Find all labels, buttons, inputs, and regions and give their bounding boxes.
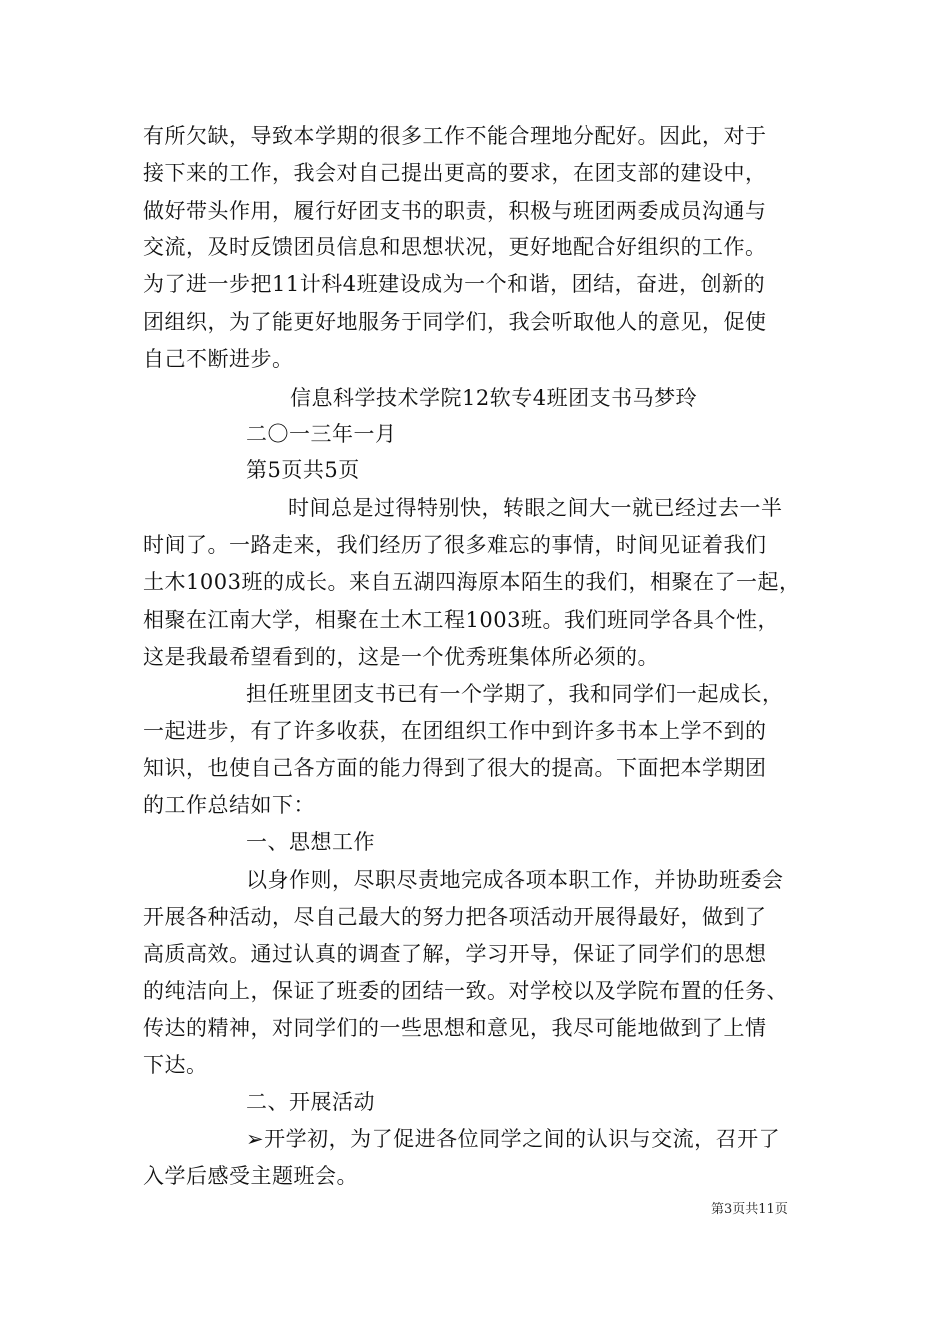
page-note-line: 第5页共5页 — [246, 458, 360, 482]
section-heading: 一、思想工作 — [246, 830, 375, 854]
text-line: 有所欠缺，导致本学期的很多工作不能合理地分配好。因此，对于 — [143, 124, 767, 148]
section-heading: 二、开展活动 — [246, 1090, 375, 1114]
text-line: 的纯洁向上，保证了班委的团结一致。对学校以及学院布置的任务、 — [143, 979, 788, 1003]
paragraph-start-line: 担任班里团支书已有一个学期了，我和同学们一起成长， — [246, 682, 784, 706]
text-line: 开展各种活动，尽自己最大的努力把各项活动开展得最好，做到了 — [143, 905, 767, 929]
page-footer: 第3页共11页 — [711, 1202, 788, 1217]
text-line: 做好带头作用，履行好团支书的职责，积极与班团两委成员沟通与 — [143, 199, 767, 223]
text-line: 自己不断进步。 — [143, 347, 294, 371]
text-line: 传达的精神，对同学们的一些思想和意见，我尽可能地做到了上情 — [143, 1016, 767, 1040]
text-line: 一起进步，有了许多收获，在团组织工作中到许多书本上学不到的 — [143, 719, 767, 743]
text-line: 知识，也使自己各方面的能力得到了很大的提高。下面把本学期团 — [143, 756, 767, 780]
text-line: 接下来的工作，我会对自己提出更高的要求，在团支部的建设中， — [143, 161, 767, 185]
text-line: 土木1003班的成长。来自五湖四海原本陌生的我们，相聚在了一起， — [143, 570, 801, 594]
paragraph-start-line: 时间总是过得特别快，转眼之间大一就已经过去一半 — [288, 496, 783, 520]
signature-line: 信息科学技术学院12软专4班团支书马梦玲 — [290, 386, 698, 410]
text-line: 的工作总结如下： — [143, 793, 315, 817]
text-line: 下达。 — [143, 1053, 208, 1077]
text-line: 高质高效。通过认真的调查了解，学习开导，保证了同学们的思想 — [143, 942, 767, 966]
text-line: 时间了。一路走来，我们经历了很多难忘的事情，时间见证着我们 — [143, 533, 767, 557]
bullet-item: ➢开学初，为了促进各位同学之间的认识与交流，召开了 — [246, 1127, 781, 1151]
text-line: 入学后感受主题班会。 — [143, 1164, 358, 1188]
text-line: 这是我最希望看到的，这是一个优秀班集体所必须的。 — [143, 645, 659, 669]
paragraph-start-line: 以身作则，尽职尽责地完成各项本职工作，并协助班委会 — [246, 868, 784, 892]
text-line: 为了进一步把11计科4班建设成为一个和谐，团结，奋进，创新的 — [143, 272, 766, 296]
date-line: 二〇一三年一月 — [246, 422, 397, 446]
text-line: 交流，及时反馈团员信息和思想状况，更好地配合好组织的工作。 — [143, 235, 767, 259]
text-line: 相聚在江南大学，相聚在土木工程1003班。我们班同学各具个性， — [143, 608, 779, 632]
text-line: 团组织，为了能更好地服务于同学们，我会听取他人的意见，促使 — [143, 310, 767, 334]
